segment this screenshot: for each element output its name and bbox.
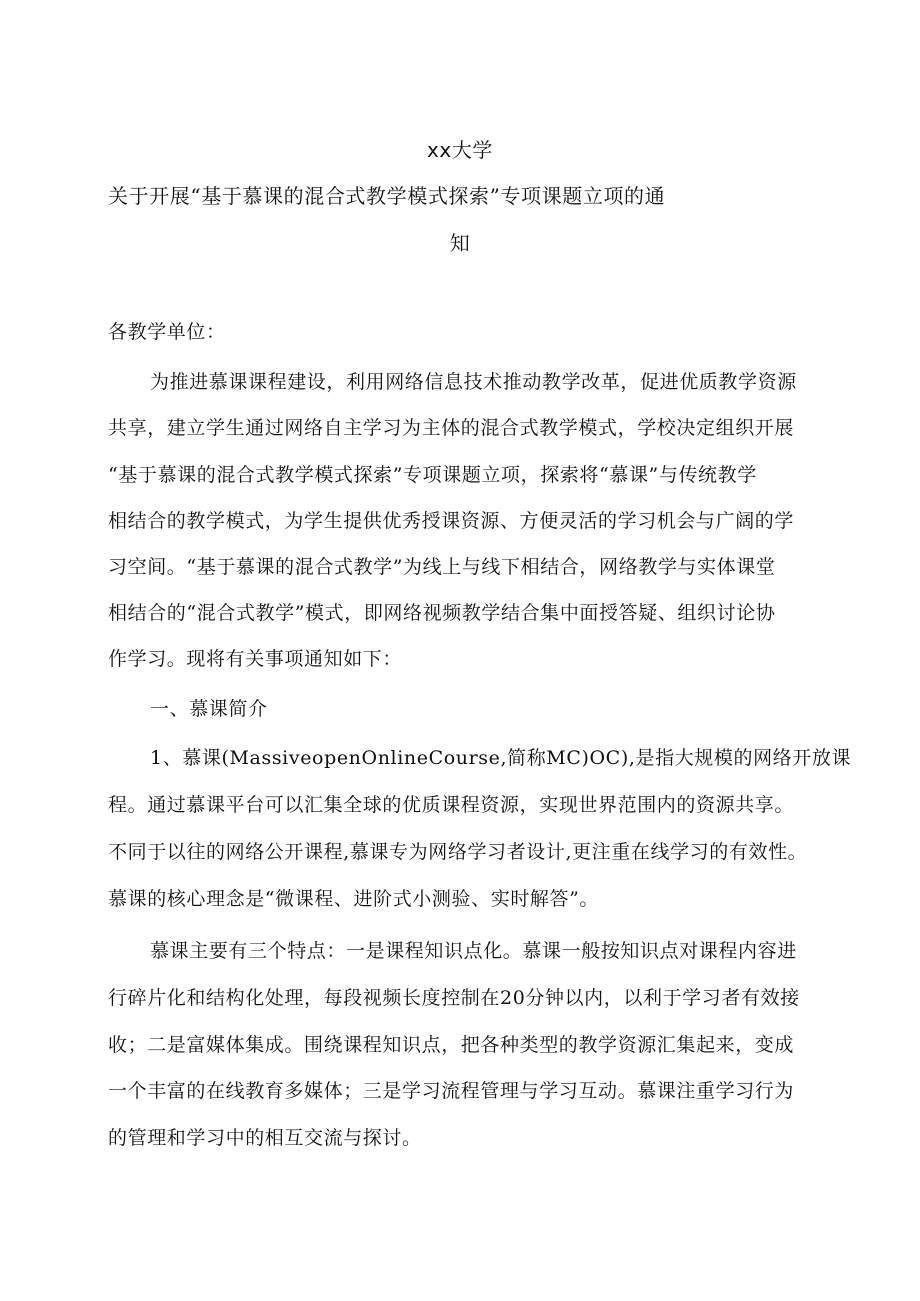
- paragraph-line: 共享，建立学生通过网络自主学习为主体的混合式教学模式，学校决定组织开展: [108, 417, 795, 439]
- paragraph-line: 行碎片化和结构化处理，每段视频长度控制在20分钟以内，以利于学习者有效接: [108, 987, 800, 1009]
- university-title: xx大学: [426, 138, 494, 162]
- paragraph-line: 作学习。现将有关事项通知如下：: [108, 648, 403, 670]
- paragraph-line: 相结合的“混合式教学”模式，即网络视频教学结合集中面授答疑、组织讨论协: [108, 602, 776, 624]
- paragraph-line: 为推进慕课课程建设，利用网络信息技术推动教学改革，促进优质教学资源: [150, 371, 797, 393]
- paragraph-line: 习空间。“基于慕课的混合式教学”为线上与线下相结合，网络教学与实体课堂: [108, 556, 776, 578]
- paragraph-line: 的管理和学习中的相互交流与探讨。: [108, 1127, 422, 1149]
- notice-title-line-2: 知: [449, 231, 471, 255]
- section-heading: 一、慕课简介: [150, 698, 268, 720]
- paragraph-line: 慕课的核心理念是“微课程、进阶式小测验、实时解答”。: [108, 888, 600, 910]
- notice-title-line-1: 关于开展“基于慕课的混合式教学模式探索”专项课题立项的通: [108, 184, 666, 208]
- paragraph-line: 1、慕课(MassiveopenOnlineCourse,简称MC)OC),是指大规模的网络开放课: [150, 747, 852, 769]
- paragraph-line: 一个丰富的在线教育多媒体；三是学习流程管理与学习互动。慕课注重学习行为: [108, 1080, 795, 1102]
- paragraph-line: 相结合的教学模式，为学生提供优秀授课资源、方便灵活的学习机会与广阔的学: [108, 510, 795, 532]
- paragraph-line: 程。通过慕课平台可以汇集全球的优质课程资源，实现世界范围内的资源共享。: [108, 794, 795, 816]
- paragraph-line: 慕课主要有三个特点：一是课程知识点化。慕课一般按知识点对课程内容进: [150, 940, 797, 962]
- salutation: 各教学单位：: [108, 321, 226, 343]
- paragraph-line: 不同于以往的网络公开课程,慕课专为网络学习者设计,更注重在线学习的有效性。: [108, 841, 808, 863]
- paragraph-line: 收；二是富媒体集成。围绕课程知识点，把各种类型的教学资源汇集起来，变成: [108, 1034, 795, 1056]
- paragraph-line: “基于慕课的混合式教学模式探索”专项课题立项，探索将“慕课”与传统教学: [108, 464, 757, 486]
